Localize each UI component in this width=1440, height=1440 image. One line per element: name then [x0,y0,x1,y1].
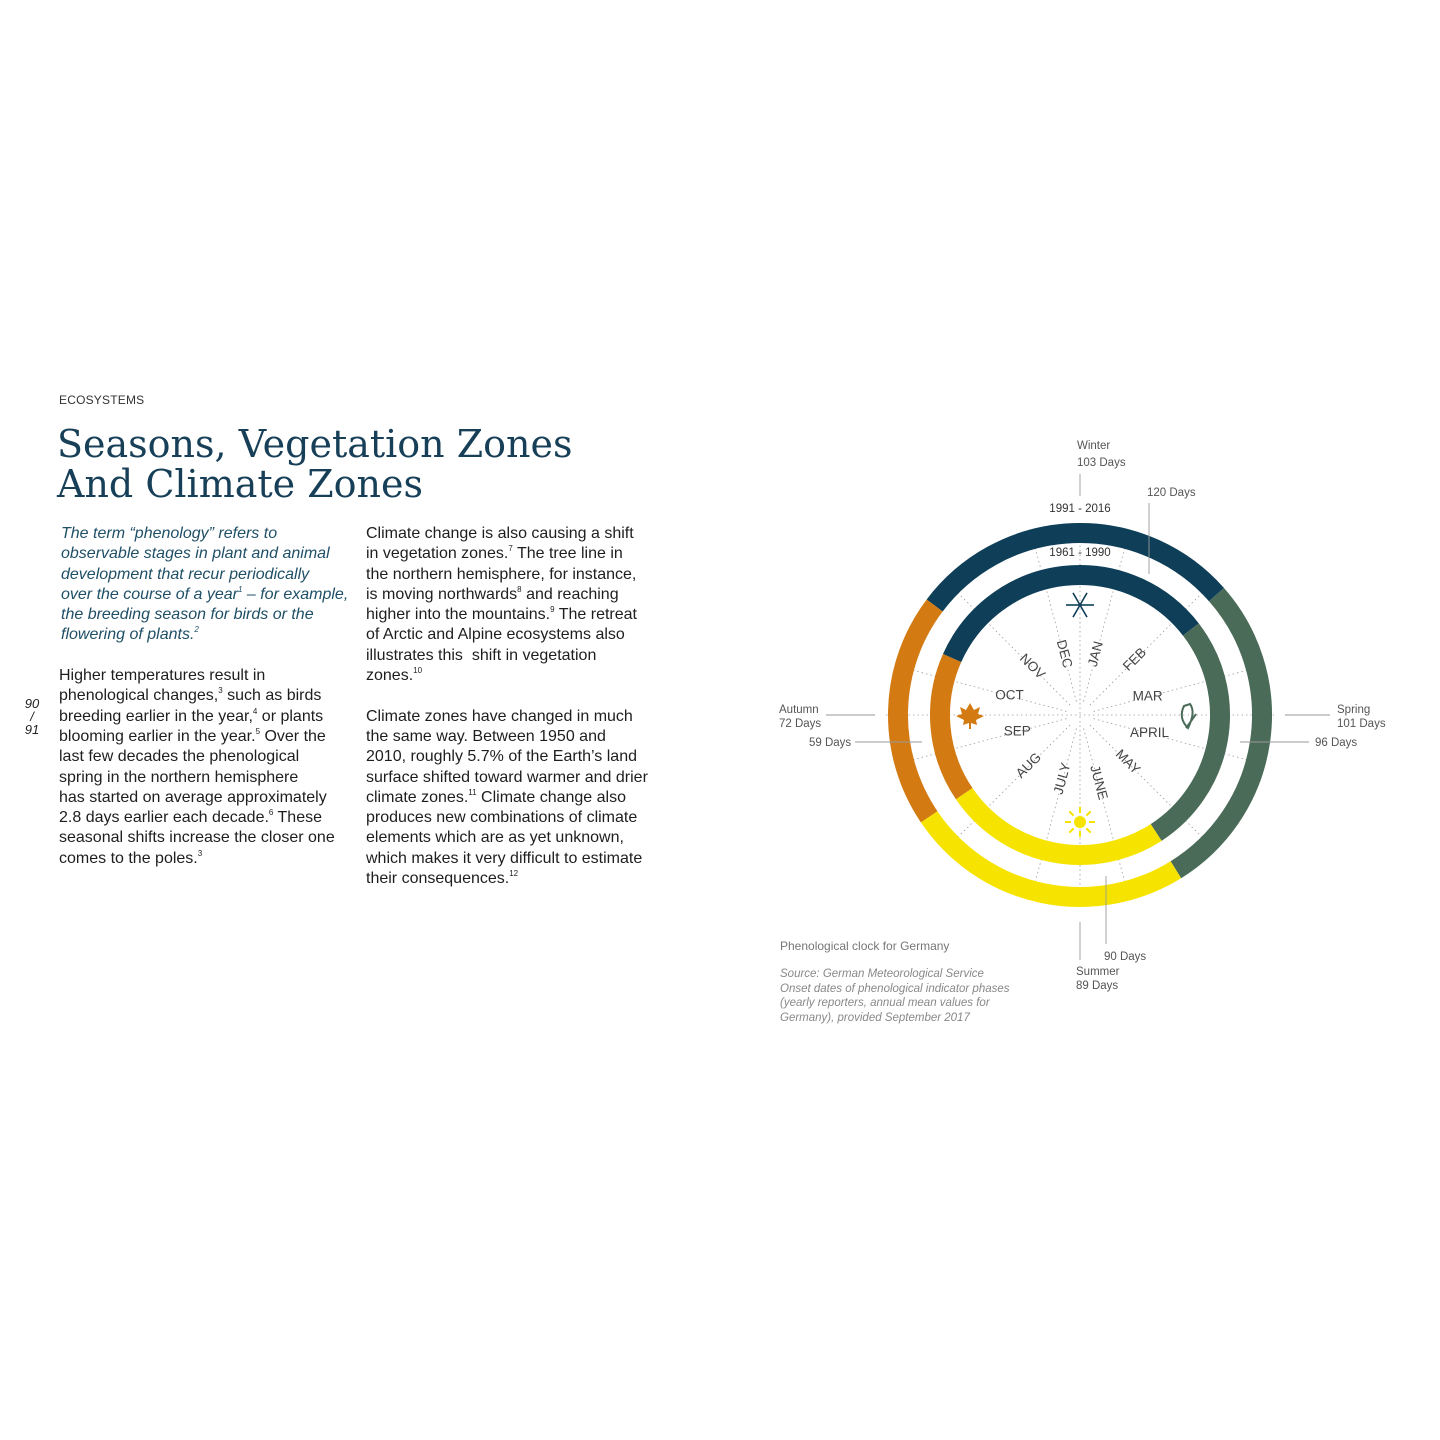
text-run: The retreat [554,606,637,624]
text-line: the same way. Between 1950 and [366,727,606,745]
text-line: the northern hemisphere, for instance, [366,565,637,583]
sun-ray [1069,811,1073,815]
text-run: is moving northwards [366,585,518,603]
text-run: phenological changes, [59,687,219,705]
text-run: These [273,809,322,827]
month-label-may: MAY [1112,746,1144,778]
footnote-ref: 1 [237,584,243,594]
season-name-spring: Spring [1337,704,1371,716]
text-run: climate zones. [366,788,469,806]
source-line: Onset dates of phenological indicator phases [780,982,1010,995]
text-run: Climate change also [476,788,626,806]
footnote-ref: 6 [268,808,274,818]
folio-left: 90 [24,696,40,711]
season-name-summer: Summer [1076,966,1120,978]
text-run: comes to the poles. [59,849,198,867]
month-label-nov: NOV [1016,650,1049,682]
season-days-winter-inner: 120 Days [1147,487,1196,499]
folio-separator: / [30,709,34,724]
chart-caption: Phenological clock for Germany [780,939,950,953]
text-run: zones. [366,667,414,685]
month-label-feb: FEB [1119,644,1150,674]
text-line: which makes it very difficult to estimate [366,849,643,867]
footnote-ref: 3 [197,848,203,858]
season-arc-summer [964,794,1156,855]
text-line: surface shifted toward warmer and drier [366,768,648,786]
text-line: last few decades the phenological [59,748,300,766]
text-run: such as birds [222,687,322,705]
text-run: in vegetation zones. [366,545,509,563]
text-line: spring in the northern hemisphere [59,768,299,786]
text-run: The tree line in [512,545,623,563]
source-line: Source: German Meteorological Service [780,968,984,980]
snowdrop-flower-icon [1182,704,1196,728]
season-days-summer-outer: 89 Days [1076,980,1119,992]
snowflake-icon [1080,593,1087,605]
text-run: their consequences. [366,870,510,888]
folio-right: 91 [24,722,40,737]
footnote-ref: 4 [252,706,258,716]
month-label-sep: SEP [1003,723,1031,739]
sun-ray [1086,811,1090,815]
maple-leaf-icon [956,703,984,729]
ring-label-inner: 1961 - 1990 [1049,547,1111,559]
footnote-ref: 10 [413,666,423,676]
season-days-spring-outer: 101 Days [1337,718,1386,730]
month-label-june: JUNE [1087,763,1111,802]
ring-label-outer: 1991 - 2016 [1049,503,1111,515]
season-arc-autumn [898,605,935,816]
season-arc-winter [952,575,1191,658]
month-label-april: APRIL [1130,725,1170,741]
footnote-ref: 12 [509,869,519,879]
source-line: (yearly reporters, annual mean values for [780,997,990,1009]
month-label-jan: JAN [1084,639,1106,669]
footnote-ref: 5 [255,726,261,736]
sun-ray [1086,828,1090,832]
text-run: – for example, [242,585,349,603]
text-run: breeding earlier in the year, [59,707,253,725]
season-days-autumn-inner: 59 Days [809,737,852,749]
season-name-autumn: Autumn [779,704,819,716]
title-line: And Climate Zones [57,462,423,506]
month-label-aug: AUG [1012,749,1045,781]
snowflake-icon [1080,605,1087,617]
footnote-ref: 11 [468,787,477,797]
text-run: blooming earlier in the year. [59,727,256,745]
text-line: development that recur periodically [61,565,310,583]
text-line: of Arctic and Alpine ecosystems also [366,626,625,644]
sun-ray [1069,828,1073,832]
text-line: 2010, roughly 5.7% of the Earth’s land [366,748,637,766]
section-label: ECOSYSTEMS [59,393,145,407]
text-line: the breeding season for birds or the [61,606,314,624]
season-days-spring-inner: 96 Days [1315,737,1358,749]
text-line: produces new combinations of climate [366,809,638,827]
title-line: Seasons, Vegetation Zones [57,422,573,466]
text-line: Higher temperatures result in [59,667,266,685]
snowflake-icon [1073,593,1080,605]
season-days-summer-inner: 90 Days [1104,951,1147,963]
text-line: seasonal shifts increase the closer one [59,829,335,847]
month-label-july: JULY [1050,761,1074,796]
text-run: or plants [257,707,324,725]
text-line: observable stages in plant and animal [61,545,330,563]
text-run: higher into the mountains. [366,606,551,624]
season-days-autumn-outer: 72 Days [779,718,822,730]
source-line: Germany), provided September 2017 [780,1011,970,1024]
text-line: illustrates this shift in vegetation [366,646,597,664]
footnote-ref: 9 [550,605,555,615]
footnote-ref: 2 [194,625,199,635]
text-line: The term “phenology” refers to [61,525,278,542]
text-line: Climate zones have changed in much [366,707,633,725]
month-divider [1094,665,1266,711]
snowflake-icon [1073,605,1080,617]
text-line: elements which are as yet unknown, [366,829,624,847]
chart-source [780,967,1010,1025]
month-label-mar: MAR [1132,688,1163,704]
season-name-winter: Winter [1077,440,1111,452]
text-line: Climate change is also causing a shift [366,525,634,542]
text-run: and reaching [521,585,619,603]
month-label-dec: DEC [1053,638,1076,670]
text-run: flowering of plants. [61,626,195,644]
text-run: Over the [260,727,326,745]
season-arc-autumn [940,658,964,794]
footnote-ref: 7 [508,544,513,554]
sun-icon [1074,816,1086,828]
season-days-winter-outer: 103 Days [1077,457,1126,469]
footnote-ref: 8 [517,584,522,594]
text-run: 2.8 days earlier each decade. [59,809,269,827]
footnote-ref: 3 [218,686,223,696]
text-run: over the course of a year [61,585,238,603]
text-line: has started on average approximately [59,788,327,806]
month-label-oct: OCT [995,687,1024,703]
